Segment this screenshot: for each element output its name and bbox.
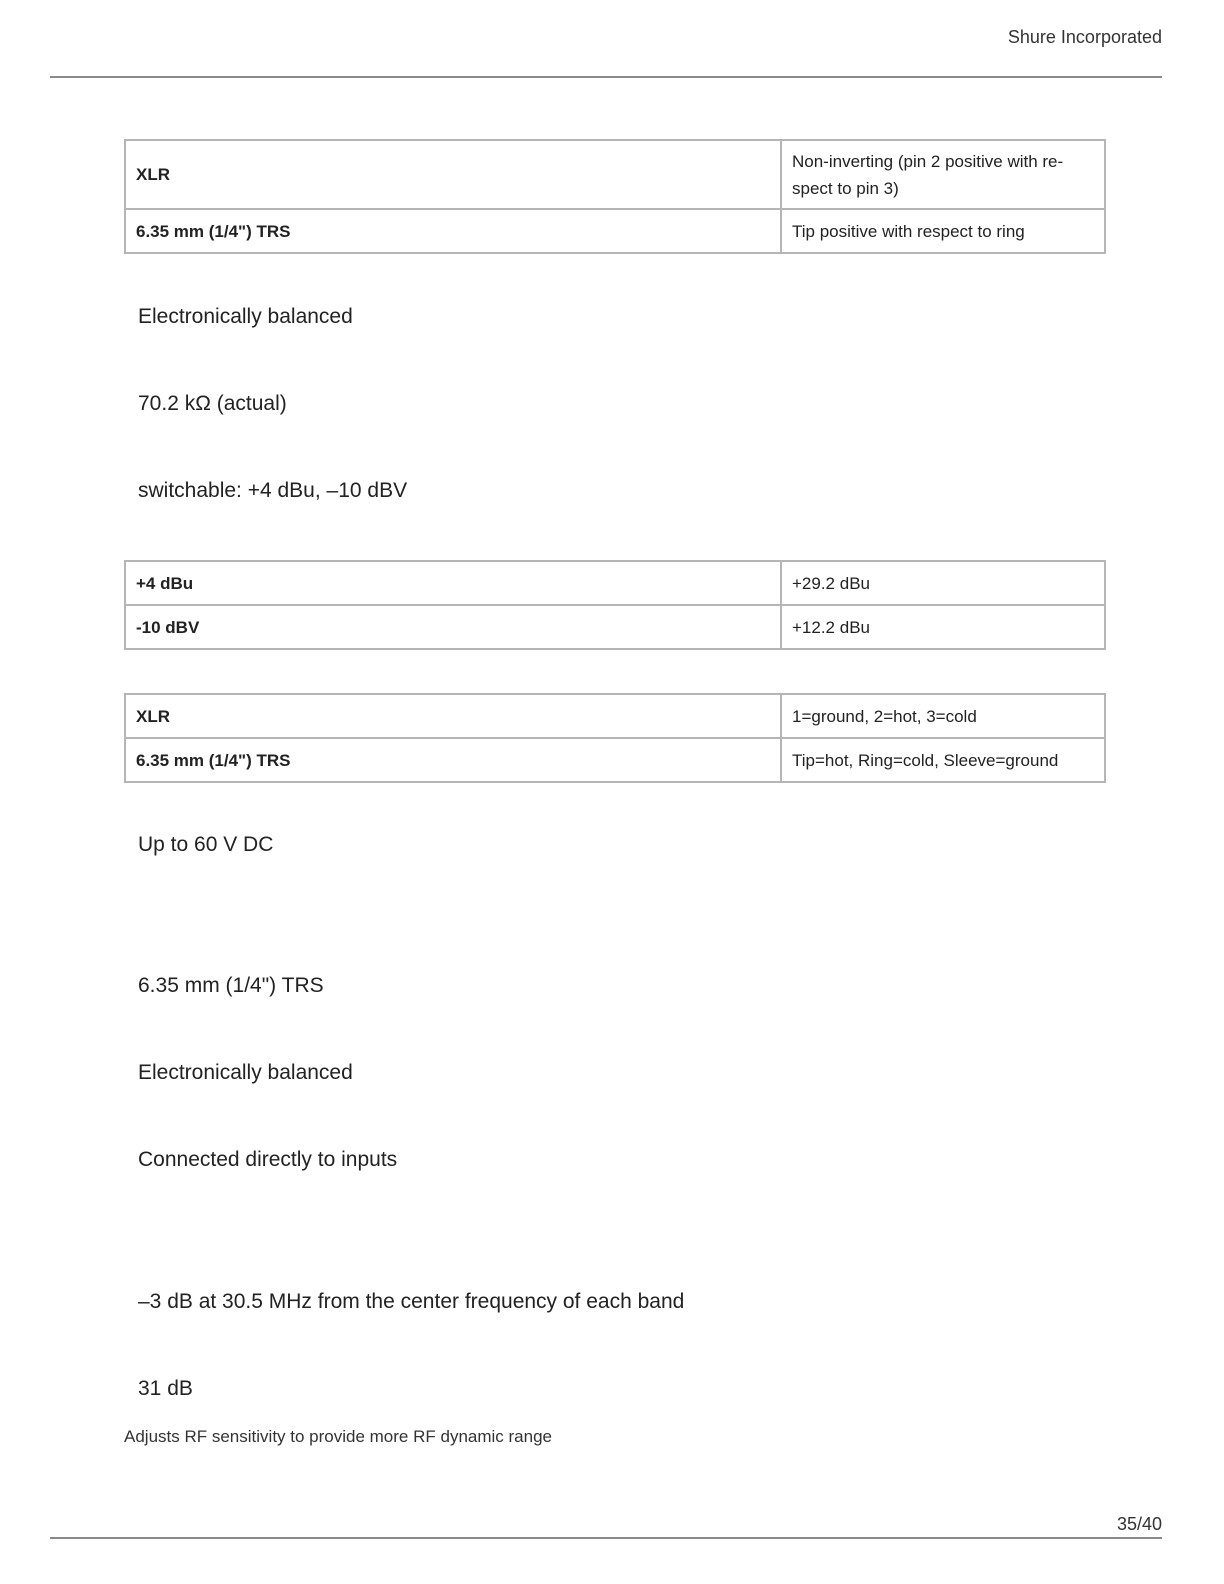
page-number: 35/40 (1116, 1514, 1162, 1534)
table-cell-value: Tip positive with respect to ring (781, 209, 1105, 253)
table-cell-label: XLR (125, 140, 781, 209)
table-cell-value: 1=ground, 2=hot, 3=cold (781, 694, 1105, 738)
table-cell-label: -10 dBV (125, 605, 781, 649)
table-cell-label: 6.35 mm (1/4") TRS (125, 209, 781, 253)
footer-rule (50, 1537, 1162, 1539)
polarity-table (124, 139, 1106, 254)
table-row (125, 738, 1105, 782)
max-level-table (124, 560, 1106, 650)
output-configuration-text: Electronically balanced (138, 1061, 353, 1084)
attenuation-note-text: Adjusts RF sensitivity to provide more RF dynamic range (124, 1427, 552, 1446)
input-configuration-text: Electronically balanced (138, 305, 353, 328)
pinout-table (124, 693, 1106, 783)
table-cell-value: Non-inverting (pin 2 positive with respect to pin 3) (781, 140, 1105, 209)
attenuation-text: 31 dB (138, 1377, 193, 1400)
table-row (125, 561, 1105, 605)
table-row (125, 605, 1105, 649)
input-impedance-text: 70.2 kΩ (actual) (138, 392, 287, 415)
table-row (125, 209, 1105, 253)
table-cell-label: XLR (125, 694, 781, 738)
output-note-text: Connected directly to inputs (138, 1148, 398, 1171)
phantom-power-text: Up to 60 V DC (138, 833, 274, 856)
output-connector-text: 6.35 mm (1/4") TRS (138, 974, 324, 997)
table-row (125, 694, 1105, 738)
bandwidth-text: –3 dB at 30.5 MHz from the center frequency of each band (138, 1290, 685, 1313)
header-rule (50, 76, 1162, 78)
table-cell-value: Tip=hot, Ring=cold, Sleeve=ground (781, 738, 1105, 782)
table-cell-label: +4 dBu (125, 561, 781, 605)
table-cell-value: +12.2 dBu (781, 605, 1105, 649)
nominal-level-text: switchable: +4 dBu, –10 dBV (138, 479, 408, 502)
table-row (125, 140, 1105, 209)
header-company: Shure Incorporated (1007, 27, 1162, 47)
table-cell-value: +29.2 dBu (781, 561, 1105, 605)
table-cell-label: 6.35 mm (1/4") TRS (125, 738, 781, 782)
